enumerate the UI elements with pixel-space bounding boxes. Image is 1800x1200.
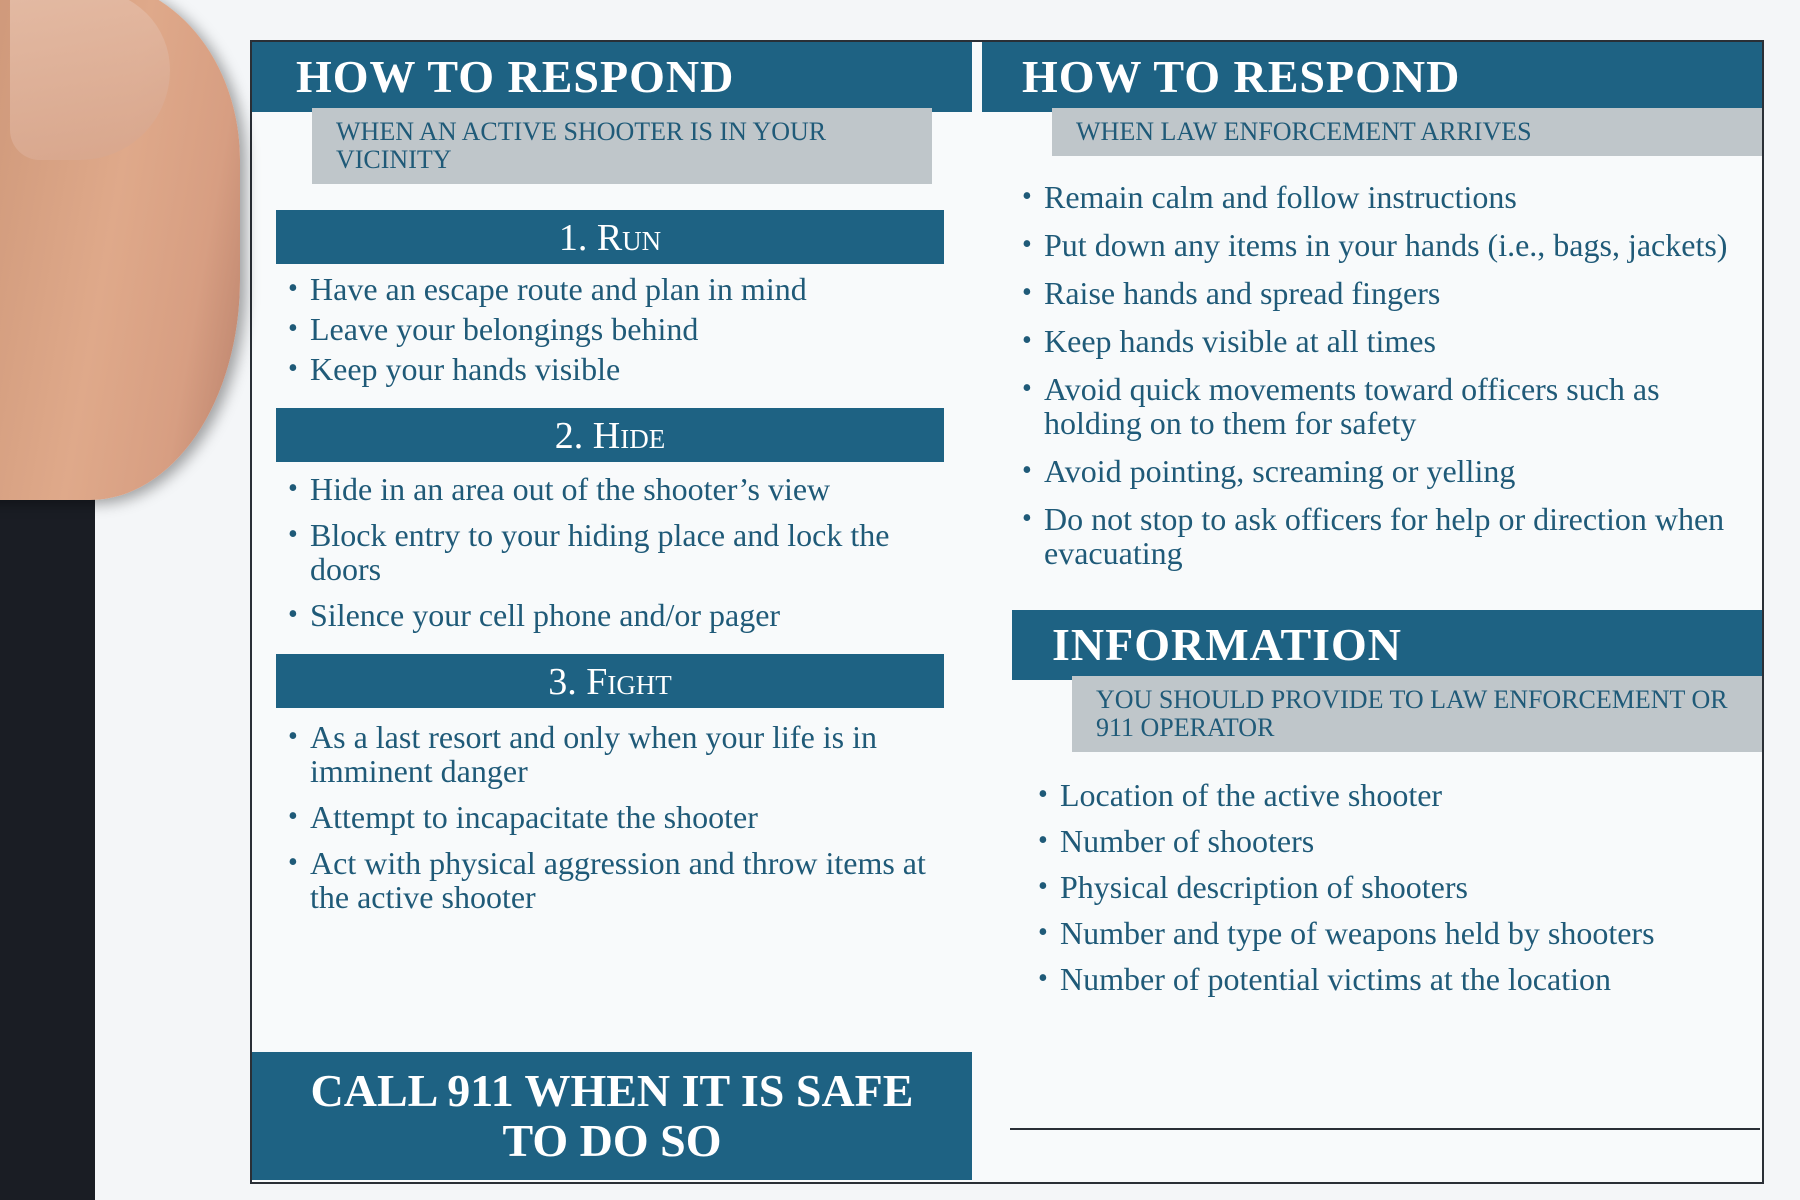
list-item: • Block entry to your hiding place and lock the doors: [288, 518, 932, 586]
run-list: [252, 272, 972, 386]
hide-list: [252, 472, 972, 632]
left-subheader: WHEN AN ACTIVE SHOOTER IS IN YOUR VICINITY: [312, 108, 932, 184]
list-item: • Location of the active shooter: [1038, 778, 1732, 812]
list-item: • Do not stop to ask officers for help or direction when evacuating: [1022, 502, 1732, 570]
call-911-box: CALL 911 WHEN IT IS SAFE TO DO SO: [252, 1052, 972, 1180]
list-item: • Avoid quick movements toward officers such as holding on to them for safety: [1022, 372, 1732, 440]
right-column: [982, 42, 1762, 996]
card-bottom-rule: [1010, 1128, 1760, 1130]
list-item: • Silence your cell phone and/or pager: [288, 598, 932, 632]
list-item: • Remain calm and follow instructions: [1022, 180, 1732, 214]
list-item: • Leave your belongings behind: [288, 312, 932, 346]
thumbnail: [10, 0, 170, 160]
information-header: INFORMATION: [1012, 610, 1762, 680]
emergency-response-card: [250, 40, 1764, 1184]
list-item: • Raise hands and spread fingers: [1022, 276, 1732, 310]
step-run-title: 1. Run: [276, 210, 944, 264]
list-item: • Attempt to incapacitate the shooter: [288, 800, 932, 834]
list-item: • Physical description of shooters: [1038, 870, 1732, 904]
list-item: • Put down any items in your hands (i.e., bags, jackets): [1022, 228, 1732, 262]
right-main-header: HOW TO RESPOND: [982, 42, 1762, 112]
left-column: [252, 42, 972, 1166]
fight-list: [252, 720, 972, 914]
list-item: • Avoid pointing, screaming or yelling: [1022, 454, 1732, 488]
list-item: • Keep hands visible at all times: [1022, 324, 1732, 358]
step-fight-title: 3. Fight: [276, 654, 944, 708]
information-list: [982, 778, 1762, 996]
information-subheader: YOU SHOULD PROVIDE TO LAW ENFORCEMENT OR 911 OPERATOR: [1072, 676, 1762, 752]
list-item: • Number and type of weapons held by shooters: [1038, 916, 1732, 950]
list-item: • Keep your hands visible: [288, 352, 932, 386]
list-item: • Act with physical aggression and throw items at the active shooter: [288, 846, 932, 914]
law-enforcement-list: [982, 180, 1762, 570]
step-hide-title: 2. Hide: [276, 408, 944, 462]
left-main-header: HOW TO RESPOND: [252, 42, 972, 112]
list-item: • Have an escape route and plan in mind: [288, 272, 932, 306]
right-subheader: WHEN LAW ENFORCEMENT ARRIVES: [1052, 108, 1762, 156]
list-item: • As a last resort and only when your life is in imminent danger: [288, 720, 932, 788]
list-item: • Number of shooters: [1038, 824, 1732, 858]
list-item: • Number of potential victims at the location: [1038, 962, 1732, 996]
list-item: • Hide in an area out of the shooter’s view: [288, 472, 932, 506]
